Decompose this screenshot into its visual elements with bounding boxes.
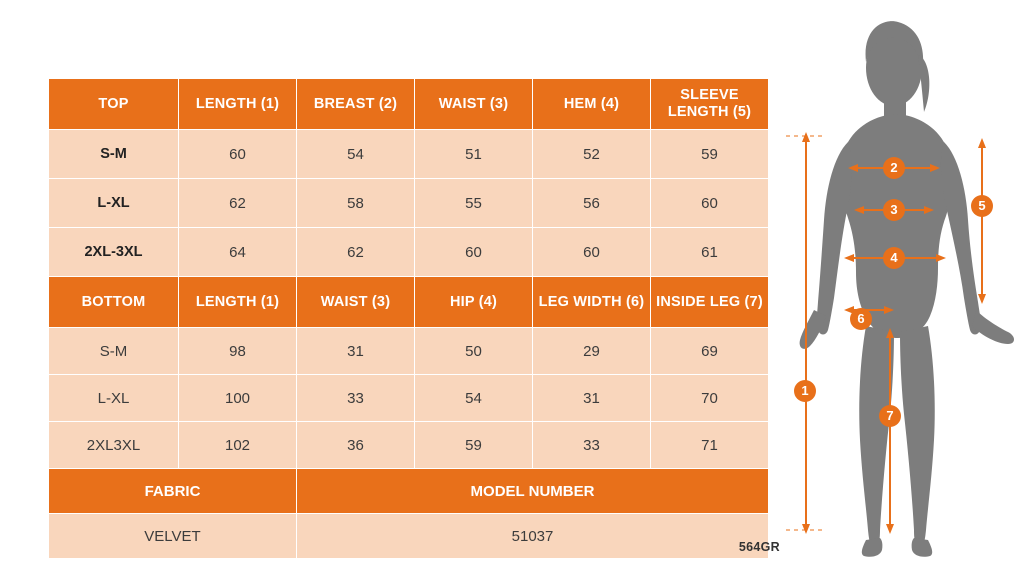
model-number-header: MODEL NUMBER [297, 469, 769, 514]
cell-value: 64 [179, 228, 297, 277]
header-cell-sleeve-length: SLEEVE LENGTH (5) [651, 79, 769, 130]
header-cell-hem: HEM (4) [533, 79, 651, 130]
row-label-lxl-top: L-XL [49, 179, 179, 228]
cell-value: 69 [651, 328, 769, 375]
cell-value: 52 [533, 130, 651, 179]
marker-badge-5: 5 [971, 195, 993, 217]
cell-value: 33 [533, 422, 651, 469]
fabric-value: VELVET [49, 514, 297, 559]
cell-value: 60 [533, 228, 651, 277]
cell-value: 62 [297, 228, 415, 277]
marker-badge-3: 3 [883, 199, 905, 221]
header-cell-waist: WAIST (3) [297, 277, 415, 328]
header-cell-bottom: BOTTOM [49, 277, 179, 328]
cell-value: 54 [415, 375, 533, 422]
measurement-figure-panel [786, 10, 1024, 570]
female-body-silhouette [786, 10, 1024, 570]
header-cell-top: TOP [49, 79, 179, 130]
footer-value-row [49, 514, 769, 559]
header-cell-breast: BREAST (2) [297, 79, 415, 130]
cell-value: 36 [297, 422, 415, 469]
cell-value: 59 [415, 422, 533, 469]
marker-badge-4: 4 [883, 247, 905, 269]
cell-value: 59 [651, 130, 769, 179]
cell-value: 71 [651, 422, 769, 469]
cell-value: 33 [297, 375, 415, 422]
cell-value: 50 [415, 328, 533, 375]
header-cell-inside-leg: INSIDE LEG (7) [651, 277, 769, 328]
cell-value: 60 [415, 228, 533, 277]
row-label-sm-top: S-M [49, 130, 179, 179]
table-row [49, 422, 769, 469]
header-cell-leg-width: LEG WIDTH (6) [533, 277, 651, 328]
top-section-header-row [49, 79, 769, 130]
cell-value: 51 [415, 130, 533, 179]
table-row [49, 130, 769, 179]
cell-value: 60 [651, 179, 769, 228]
cell-value: 60 [179, 130, 297, 179]
model-number-value: 51037 [297, 514, 769, 559]
cell-value: 100 [179, 375, 297, 422]
header-cell-length: LENGTH (1) [179, 79, 297, 130]
cell-value: 62 [179, 179, 297, 228]
cell-value: 102 [179, 422, 297, 469]
table-row [49, 375, 769, 422]
cell-value: 58 [297, 179, 415, 228]
header-cell-hip: HIP (4) [415, 277, 533, 328]
marker-badge-1: 1 [794, 380, 816, 402]
header-cell-waist: WAIST (3) [415, 79, 533, 130]
cell-value: 55 [415, 179, 533, 228]
model-code-label: 564GR [738, 540, 780, 554]
table-row [49, 328, 769, 375]
cell-value: 54 [297, 130, 415, 179]
header-cell-length: LENGTH (1) [179, 277, 297, 328]
cell-value: 70 [651, 375, 769, 422]
bottom-section-header-row [49, 277, 769, 328]
cell-value: 56 [533, 179, 651, 228]
cell-value: 61 [651, 228, 769, 277]
cell-value: 29 [533, 328, 651, 375]
cell-value: 31 [533, 375, 651, 422]
fabric-header: FABRIC [49, 469, 297, 514]
cell-value: 31 [297, 328, 415, 375]
table-row [49, 228, 769, 277]
marker-badge-7: 7 [879, 405, 901, 427]
row-label-sm-bottom: S-M [49, 328, 179, 375]
size-chart-table [48, 78, 769, 559]
cell-value: 98 [179, 328, 297, 375]
marker-badge-6: 6 [850, 308, 872, 330]
footer-header-row [49, 469, 769, 514]
row-label-2xl3xl-bottom: 2XL3XL [49, 422, 179, 469]
row-label-2xl3xl-top: 2XL-3XL [49, 228, 179, 277]
marker-badge-2: 2 [883, 157, 905, 179]
row-label-lxl-bottom: L-XL [49, 375, 179, 422]
table-row [49, 179, 769, 228]
